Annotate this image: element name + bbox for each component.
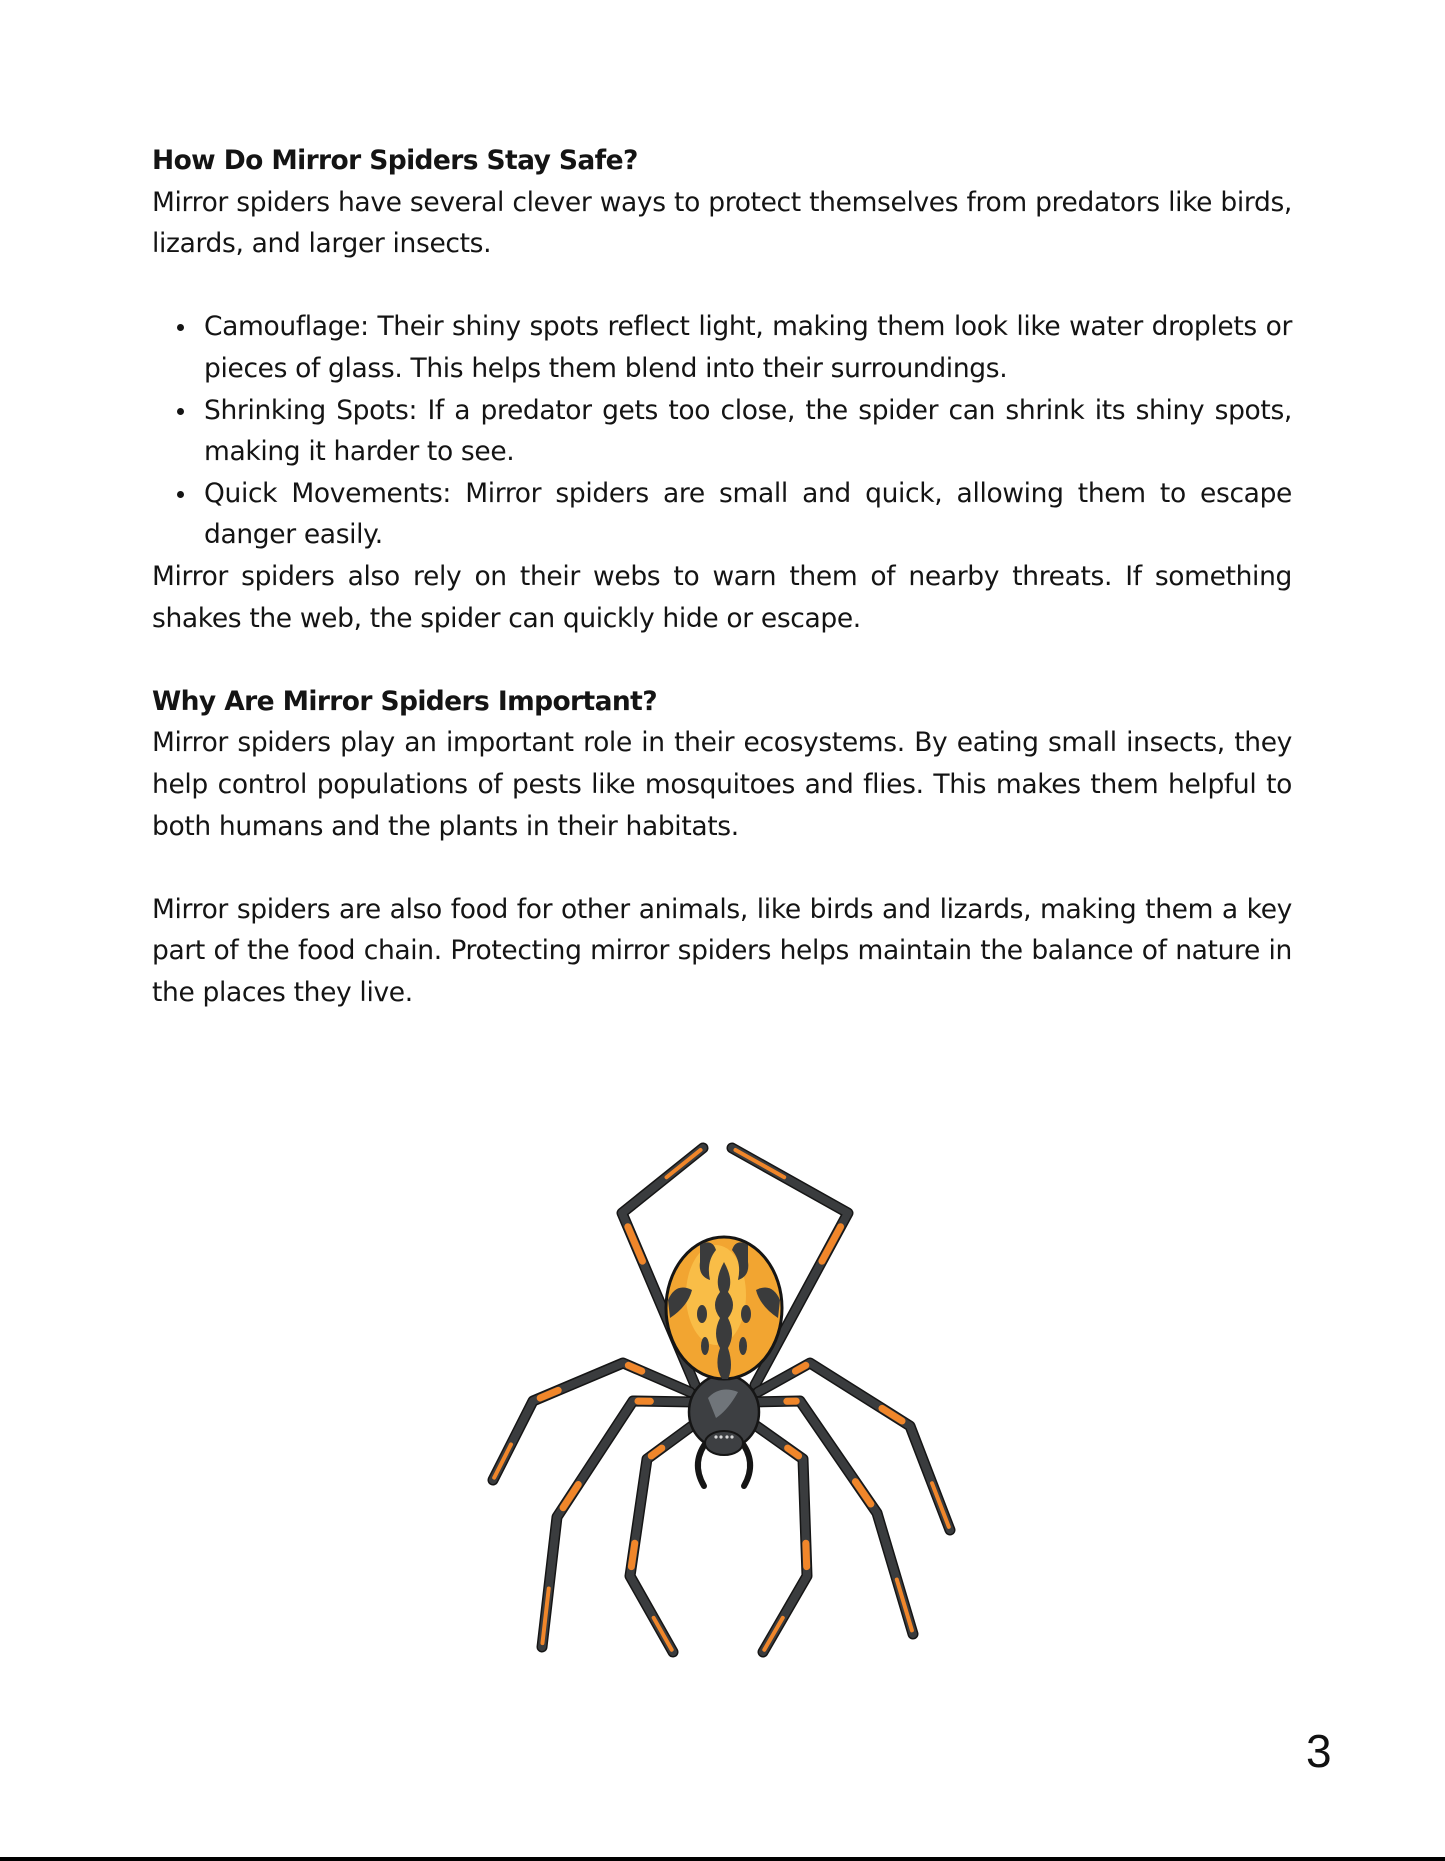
paragraph-stay-safe-outro: Mirror spiders also rely on their webs to warn them of nearby threats. If something shakes the web, the spider can quickly hide or escape.	[152, 560, 1292, 634]
spider-icon	[485, 1095, 960, 1730]
section-heading-importance: Why Are Mirror Spiders Important?	[152, 685, 657, 717]
list-item-text: Quick Movements: Mirror spiders are small and quick, allowing them to escape danger easily.	[204, 477, 1292, 551]
spider-head	[705, 1431, 743, 1455]
bullet-icon	[177, 408, 184, 415]
leg-outline-fourth-left	[630, 1420, 700, 1652]
bullet-icon	[177, 491, 184, 498]
paragraph-stay-safe-intro: Mirror spiders have several clever ways to protect themselves from predators like birds, lizards, and larger insects.	[152, 186, 1292, 260]
paragraph-spacer	[152, 847, 1292, 889]
abdomen-spot	[739, 1337, 747, 1355]
abdomen-spot	[741, 1305, 751, 1323]
spider-illustration	[485, 1095, 960, 1730]
abdomen-spot	[697, 1305, 707, 1323]
defense-list	[152, 306, 1292, 556]
list-item	[152, 390, 1292, 473]
leg-band	[806, 1543, 807, 1566]
page-content	[152, 140, 1292, 1013]
spider-eye	[714, 1435, 717, 1438]
paragraph-spacer	[152, 639, 1292, 681]
leg-band	[735, 1150, 784, 1177]
list-item-text: Camouflage: Their shiny spots reflect light, making them look like water droplets or pieces of glass. This helps them blend into their surroundings.	[204, 311, 1292, 384]
leg-band	[631, 1543, 634, 1566]
paragraph-spacer	[152, 265, 1292, 307]
paragraph-importance-ecosystem: Mirror spiders play an important role in their ecosystems. By eating small insects, they help control populations of pests like mosquitoes and flies. This makes them helpful to both humans and the plants in their habitats.	[152, 727, 1292, 842]
leg-band	[764, 1618, 782, 1650]
abdomen-highlight	[686, 1245, 746, 1345]
paragraph-importance-food-chain: Mirror spiders are also food for other animals, like birds and lizards, making them a key part of the food chain. Protecting mirror spiders helps maintain the balance of nature in the places they live.	[152, 893, 1292, 1008]
list-item	[152, 306, 1292, 389]
leg-band	[822, 1227, 841, 1261]
leg-band	[667, 1150, 701, 1177]
spider-eye	[725, 1435, 728, 1438]
section-heading-stay-safe: How Do Mirror Spiders Stay Safe?	[152, 145, 638, 176]
page-number: 3	[1306, 1725, 1332, 1777]
list-item-text: Shrinking Spots: If a predator gets too close, the spider can shrink its shiny spots, making it harder to see.	[204, 394, 1292, 468]
spider-eye	[719, 1435, 722, 1438]
leg-band	[654, 1618, 672, 1650]
abdomen-spot	[701, 1337, 709, 1355]
bullet-icon	[177, 324, 184, 331]
page-bottom-border	[0, 1857, 1445, 1861]
list-item	[152, 473, 1292, 556]
spider-eye	[730, 1435, 733, 1438]
